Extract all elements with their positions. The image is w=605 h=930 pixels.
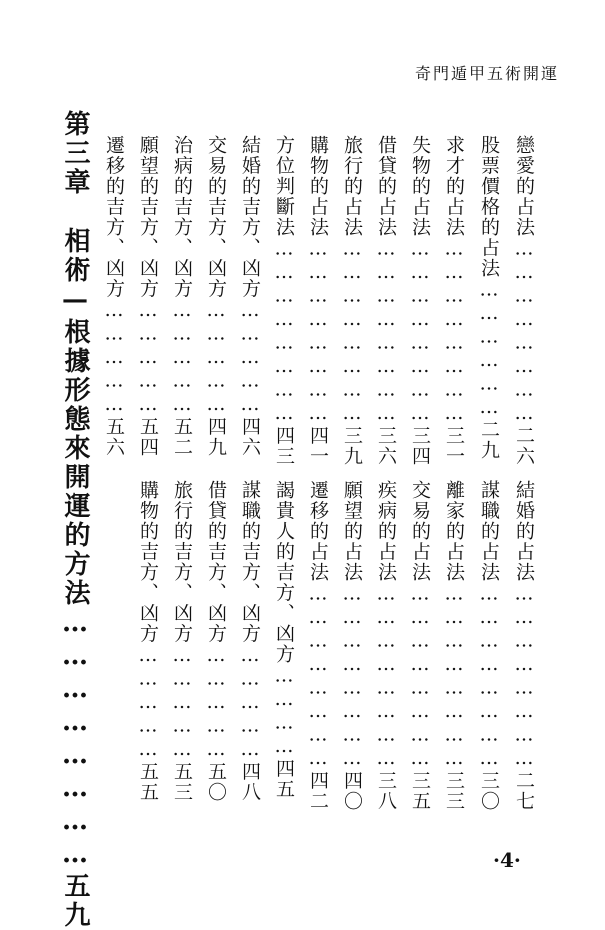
chapter-label: 第三章	[60, 110, 90, 197]
toc-entry-travel: 旅行的占法……………………三九	[341, 135, 363, 467]
toc-entry-shopping-direction: 購物的吉方、凶方……………五五	[137, 480, 159, 803]
toc-entry-loan-direction: 借貸的吉方、凶方……………五〇	[205, 480, 227, 803]
chapter-title: 相術—根據形態來開運的方法……………………五九	[60, 227, 90, 930]
toc-entry-wish-direction: 願望的吉方、凶方……………五四	[137, 135, 159, 458]
toc-entry-marriage: 結婚的占法……………………二七	[513, 480, 535, 812]
toc-entry-job: 謀職的占法……………………三〇	[478, 480, 500, 812]
toc-entry-illness: 疾病的占法……………………三八	[375, 480, 397, 812]
toc-entry-direction: 方位判斷法……………………四三	[273, 135, 295, 467]
toc-entry-lost-item: 失物的占法……………………三四	[409, 135, 431, 467]
toc-entry-leaving-home: 離家的占法……………………三三	[443, 480, 465, 812]
toc-entry-love: 戀愛的占法……………………二六	[513, 135, 535, 467]
toc-entry-moving: 遷移的占法……………………四二	[307, 480, 329, 812]
chapter-heading	[62, 110, 88, 930]
toc-entry-trade-direction: 交易的吉方、凶方……………四九	[205, 135, 227, 458]
toc-entry-marriage-direction: 結婚的吉方、凶方……………四六	[239, 135, 261, 458]
toc-entry-moving-direction: 遷移的吉方、凶方……………五六	[103, 135, 125, 458]
toc-entry-wish: 願望的占法……………………四〇	[341, 480, 363, 812]
toc-entry-trade: 交易的占法……………………三五	[409, 480, 431, 812]
book-title: 奇門遁甲五術開運	[414, 64, 559, 83]
page-number: ·4·	[493, 848, 521, 872]
toc-entry-job-direction: 謀職的吉方、凶方……………四八	[239, 480, 261, 803]
toc-entry-stock: 股票價格的占法………………二九	[478, 135, 500, 461]
toc-entry-noble-direction: 謁貴人的吉方、凶方…………四五	[273, 480, 295, 800]
toc-entry-loan: 借貸的占法……………………三六	[375, 135, 397, 467]
toc-entry-talent: 求才的占法……………………三一	[443, 135, 465, 467]
toc-entry-travel-direction: 旅行的吉方、凶方……………五三	[171, 480, 193, 803]
toc-entry-shopping: 購物的占法……………………四一	[307, 135, 329, 467]
toc-entry-healing-direction: 治病的吉方、凶方……………五二	[171, 135, 193, 458]
